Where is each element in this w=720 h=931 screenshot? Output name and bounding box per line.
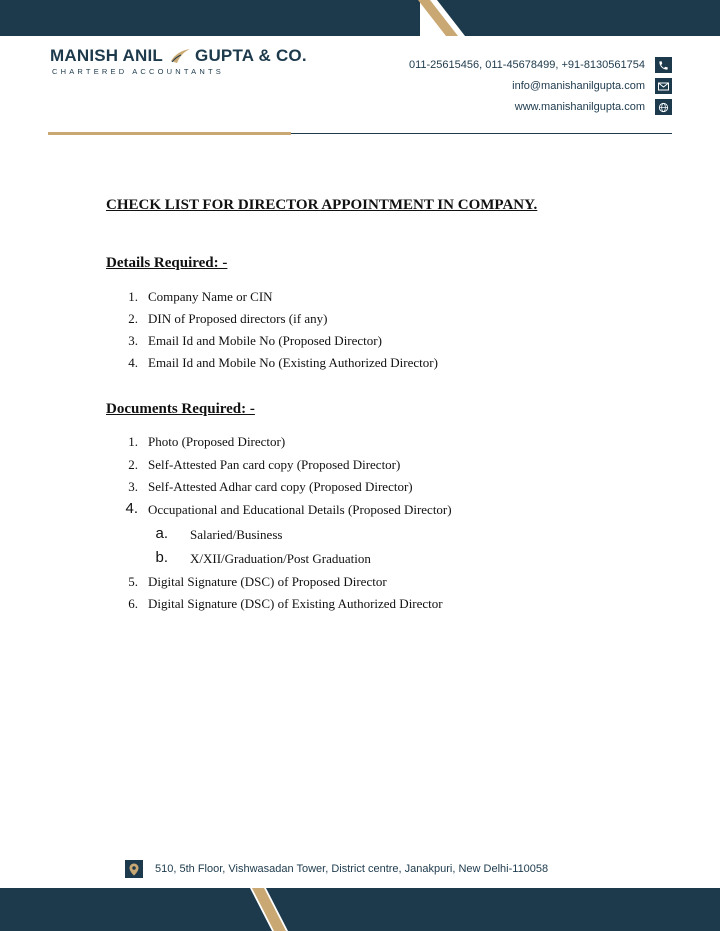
- list-item-text: Photo (Proposed Director): [148, 434, 286, 449]
- list-item-text: X/XII/Graduation/Post Graduation: [190, 551, 371, 566]
- logo-swoosh-icon: [169, 47, 191, 65]
- mail-icon: [655, 78, 672, 94]
- contact-info: [409, 57, 672, 120]
- list-item-number: 6.: [128, 596, 138, 611]
- website-text[interactable]: www.manishanilgupta.com: [514, 101, 645, 113]
- list-item-text: Company Name or CIN: [148, 289, 273, 304]
- details-heading: Details Required: -: [106, 255, 228, 271]
- bottom-decorative-band: [0, 888, 720, 931]
- footer-address: [125, 860, 548, 878]
- phone-row: [409, 57, 672, 73]
- header-gold-rule: [48, 132, 291, 135]
- email-row: [409, 78, 672, 94]
- location-pin-icon: [125, 860, 143, 878]
- address-text: 510, 5th Floor, Vishwasadan Tower, District centre, Janakpuri, New Delhi-110058: [155, 863, 549, 875]
- list-item-text: Email Id and Mobile No (Proposed Director): [148, 333, 382, 348]
- top-decorative-band: [0, 0, 720, 36]
- list-item-number: 2.: [128, 457, 138, 472]
- list-item-number: 2.: [128, 311, 138, 326]
- list-item-number: 3.: [128, 333, 138, 348]
- list-item-number: a.: [155, 525, 168, 542]
- company-tagline: CHARTERED ACCOUNTANTS: [52, 67, 224, 76]
- company-name-right: GUPTA & CO.: [195, 46, 307, 65]
- header-navy-rule: [291, 133, 672, 134]
- list-item-text: Digital Signature (DSC) of Proposed Director: [148, 574, 387, 589]
- list-item-text: Email Id and Mobile No (Existing Authorized Director): [148, 355, 438, 370]
- list-item-number: 1.: [128, 434, 138, 449]
- list-item-text: Occupational and Educational Details (Proposed Director): [148, 502, 452, 517]
- list-item-number: 4.: [125, 500, 138, 517]
- phone-icon: [655, 57, 672, 73]
- documents-heading: Documents Required: -: [106, 401, 255, 417]
- list-item-text: Self-Attested Pan card copy (Proposed Director): [148, 457, 401, 472]
- list-item-text: DIN of Proposed directors (if any): [148, 311, 328, 326]
- list-item-number: 4.: [128, 355, 138, 370]
- website-row: [409, 99, 672, 115]
- phone-text: 011-25615456, 011-45678499, +91-8130561754: [408, 59, 645, 71]
- globe-icon: [655, 99, 672, 115]
- list-item-text: Digital Signature (DSC) of Existing Authorized Director: [148, 596, 443, 611]
- email-text[interactable]: info@manishanilgupta.com: [512, 80, 645, 92]
- list-item-text: Self-Attested Adhar card copy (Proposed Director): [148, 479, 413, 494]
- list-item-number: 1.: [128, 289, 138, 304]
- list-item-number: 3.: [128, 479, 138, 494]
- list-item-number: b.: [155, 549, 168, 566]
- list-item-number: 5.: [128, 574, 138, 589]
- company-logo: [50, 46, 307, 76]
- document-title: CHECK LIST FOR DIRECTOR APPOINTMENT IN COMPANY.: [106, 197, 538, 213]
- company-name-left: MANISH ANIL: [50, 46, 164, 65]
- list-item-text: Salaried/Business: [190, 527, 283, 542]
